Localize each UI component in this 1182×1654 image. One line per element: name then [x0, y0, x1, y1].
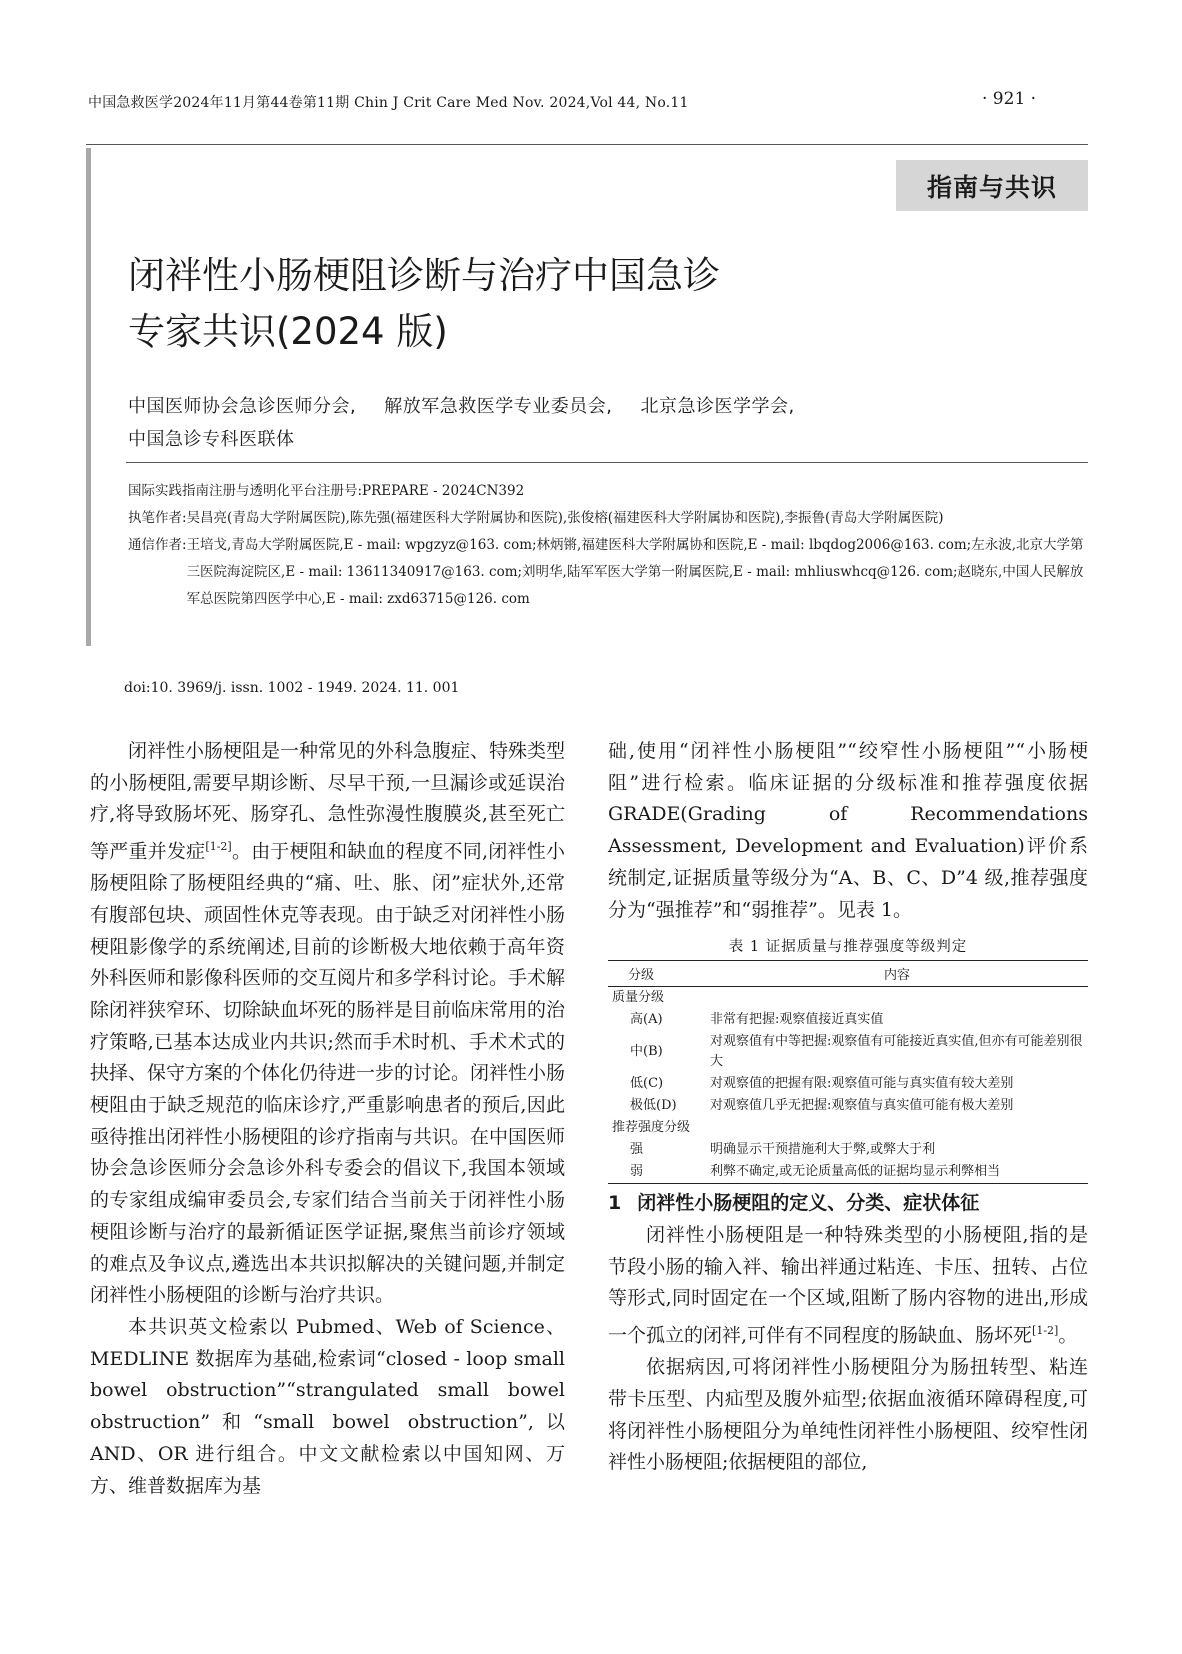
table-row: 质量分级 [612, 990, 665, 1005]
title-line-1: 闭袢性小肠梗阻诊断与治疗中国急诊 [128, 254, 720, 297]
evidence-table [608, 960, 1088, 1184]
table-row: 弱 利弊不确定,或无论质量高低的证据均显示利弊相当 [608, 1161, 1088, 1184]
correspondence-row [128, 532, 1086, 613]
table-header-grade: 分级 [608, 961, 706, 987]
table-row: 低(C) 对观察值的把握有限:观察值可能与真实值有较大差别 [630, 1076, 1014, 1091]
citation: [1-2] [205, 840, 232, 854]
registration-number: 国际实践指南注册与透明化平台注册号:PREPARE - 2024CN392 [128, 483, 525, 499]
table-caption: 表 1 证据质量与推荐强度等级判定 [728, 939, 968, 955]
author-org-3: 北京急诊医学学会, [640, 396, 795, 417]
section-title: 闭袢性小肠梗阻的定义、分类、症状体征 [637, 1192, 980, 1214]
left-column [90, 736, 565, 1502]
title-line-2: 专家共识(2024 版) [128, 310, 448, 353]
running-head: 中国急救医学2024年11月第44卷第11期 Chin J Crit Care Med Nov. 2024,Vol 44, No.11 [88, 95, 689, 111]
paragraph-search: 本共识英文检索以 Pubmed、Web of Science、MEDLINE 数据库为基础,检索词“closed - loop small bowel obstruction”“strangulated small bowel obstruction”和“small bowel obstruction”,以 AND、OR 进行组合。中文文献检索以中国知网、万方、维普数据库为基 [90, 1315, 565, 1497]
writers-list: 吴昌亮(青岛大学附属医院),陈先强(福建医科大学附属协和医院),张俊榕(福建医科大学附属协和医院),李振鲁(青岛大学附属医院) [186, 510, 944, 526]
table-row: 强 明确显示干预措施利大于弊,或弊大于利 [630, 1142, 936, 1157]
paragraph-intro: 闭袢性小肠梗阻是一种常见的外科急腹症、特殊类型的小肠梗阻,需要早期诊断、尽早干预,一旦漏诊或延误治疗,将导致肠坏死、肠穿孔、急性弥漫性腹膜炎,甚至死亡等严重并发症[1-2]。由于梗阻和缺血的程度不同,闭袢性小肠梗阻除了肠梗阻经典的“痛、吐、胀、闭”症状外,还常有腹部包块、顽固性休克等表现。由于缺乏对闭袢性小肠梗阻影像学的系统阐述,目前的诊断极大地依赖于高年资外科医师和影像科医师的交互阅片和多学科讨论。手术解除闭袢狭窄环、切除缺血坏死的肠袢是目前临床常用的治疗策略,已基本达成业内共识;然而手术时机、手术术式的抉择、保守方案的个体化仍待进一步的讨论。闭袢性小肠梗阻由于缺乏规范的临床诊疗,严重影响患者的预后,因此亟待推出闭袢性小肠梗阻的诊疗指南与共识。在中国医师协会急诊医师分会急诊外科专委会的倡议下,我国本领域的专家组成编审委员会,专家们结合当前关于闭袢性小肠梗阻诊断与治疗的最新循证医学证据,聚焦当前诊疗领域的难点及争议点,遴选出本共识拟解决的关键问题,并制定闭袢性小肠梗阻的诊断与治疗共识。 [90, 740, 566, 1307]
section-tag: 指南与共识 [896, 160, 1088, 211]
writers-label: 执笔作者: [128, 510, 187, 526]
meta-rule [126, 462, 1088, 463]
correspondence-label: 通信作者: [128, 537, 187, 553]
paragraph-classification: 依据病因,可将闭袢性小肠梗阻分为肠扭转型、粘连带卡压型、内疝型及腹外疝型;依据血液循环障碍程度,可将闭袢性小肠梗阻分为单纯性闭袢性小肠梗阻、绞窄性闭袢性小肠梗阻;依据梗阻的部位, [608, 1356, 1088, 1474]
author-organizations [128, 390, 795, 456]
citation: [1-2] [1032, 1324, 1059, 1338]
doi: doi:10. 3969/j. issn. 1002 - 1949. 2024. 11. 001 [124, 680, 460, 696]
right-column-top [608, 736, 1088, 926]
author-org-1: 中国医师协会急诊医师分会, [128, 396, 357, 417]
table-row: 中(B) 对观察值有中等把握:观察值有可能接近真实值,但亦有可能差别很大 [630, 1034, 1083, 1069]
writers-row [128, 505, 1086, 532]
table-row: 高(A) 非常有把握:观察值接近真实值 [630, 1012, 884, 1027]
section-number: 1 [608, 1192, 622, 1214]
article-title [128, 248, 720, 360]
right-column-bottom [608, 1220, 1088, 1479]
article-meta [128, 478, 1086, 613]
paragraph-definition: 闭袢性小肠梗阻是一种特殊类型的小肠梗阻,指的是节段小肠的输入袢、输出袢通过粘连、卡压、扭转、占位等形式,同时固定在一个区域,阻断了肠内容物的进出,形成一个孤立的闭袢,可伴有不同程度的肠缺血、肠坏死[1-2]。 [608, 1224, 1088, 1347]
top-rule [86, 144, 1088, 145]
author-org-4: 中国急诊专科医联体 [128, 429, 295, 450]
paragraph-grade: 础,使用“闭袢性小肠梗阻”“绞窄性小肠梗阻”“小肠梗阻”进行检索。临床证据的分级标准和推荐强度依据 GRADE(Grading of Recommendations Assessment, Development and Evaluation)评价系统制定,证据质量等级分为“A、B、C、D”4 级,推荐强度分为“强推荐”和“弱推荐”。见表 1。 [608, 740, 1088, 921]
table-row: 推荐强度分级 [612, 1120, 691, 1135]
table-row: 极低(D) 对观察值几乎无把握:观察值与真实值可能有极大差别 [630, 1098, 1014, 1113]
page-number: · 921 · [982, 89, 1037, 109]
author-org-2: 解放军急救医学专业委员会, [384, 396, 613, 417]
table-header-content: 内容 [706, 961, 1088, 987]
section-heading-1 [608, 1188, 979, 1215]
correspondence-list: 王培戈,青岛大学附属医院,E - mail: wpgzyz@163. com;林炳锵,福建医科大学附属协和医院,E - mail: lbqdog2006@163. com;左永波,北京大学第三医院海淀院区,E - mail: 13611340917@163. com;刘明华,陆军军医大学第一附属医院,E - mail: mhliuswhcq@126. com;赵晓东,中国人民解放军总医院第四医学中心,E - mail: zxd63715@126. com [186, 537, 1084, 607]
left-accent-bar [86, 148, 91, 646]
